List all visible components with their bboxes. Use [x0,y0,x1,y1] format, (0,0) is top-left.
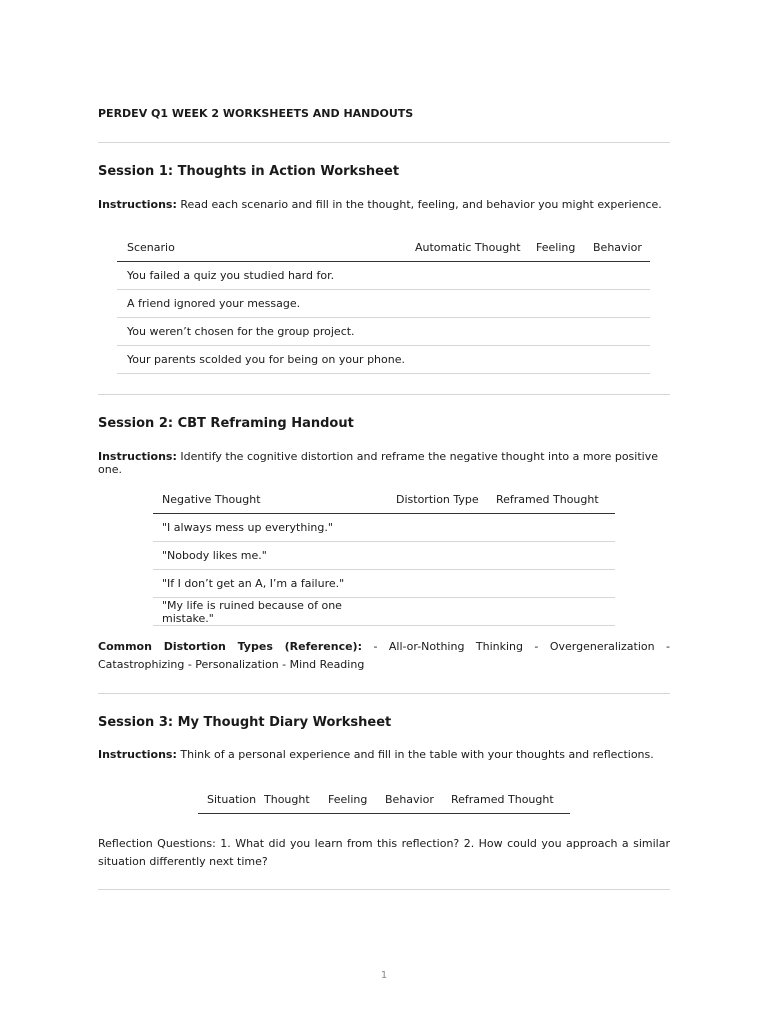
session3-instructions-text: Think of a personal experience and fill in the table with your thoughts and reflections. [180,748,654,761]
col-header-behavior: Behavior [385,785,451,814]
answer-cell[interactable] [396,598,496,626]
answer-cell[interactable] [496,542,615,570]
reflection-questions: Reflection Questions: 1. What did you learn from this reflection? 2. How could you approach a similar situation differently next time? [98,837,670,868]
distortion-reference [98,638,670,674]
document-title: PERDEV Q1 WEEK 2 WORKSHEETS AND HANDOUTS [98,107,414,120]
answer-cell[interactable] [415,318,536,346]
session2-instructions-text: Identify the cognitive distortion and reframe the negative thought into a more positive one. [98,450,658,476]
answer-cell[interactable] [593,318,650,346]
negative-thought-cell: "I always mess up everything." [153,514,396,542]
session3-instructions [98,748,654,761]
session3-title: Session 3: My Thought Diary Worksheet [98,715,392,730]
answer-cell[interactable] [593,346,650,374]
session2-instructions [98,450,670,476]
reference-label: Common Distortion Types (Reference): [98,640,362,653]
col-header-feeling: Feeling [536,233,593,262]
col-header-thought: Thought [264,785,328,814]
scenario-cell: You weren’t chosen for the group project. [117,318,415,346]
table-header-row [117,233,650,262]
scenario-cell: Your parents scolded you for being on your phone. [117,346,415,374]
answer-cell[interactable] [593,290,650,318]
instructions-label: Instructions: [98,198,177,211]
table-row [153,570,615,598]
session1-instructions [98,198,662,211]
col-header-behavior: Behavior [593,233,650,262]
table-row [117,290,650,318]
answer-cell[interactable] [536,262,593,290]
answer-cell[interactable] [536,318,593,346]
answer-cell[interactable] [396,542,496,570]
answer-cell[interactable] [496,570,615,598]
col-header-distortion-type: Distortion Type [396,485,496,514]
divider [98,142,670,143]
answer-cell[interactable] [593,262,650,290]
reference-text: - All-or-Nothing Thinking - Overgeneralization - Catastrophizing - Personalization - Mind Reading [98,640,670,671]
col-header-automatic-thought: Automatic Thought [415,233,536,262]
session2-title: Session 2: CBT Reframing Handout [98,416,354,431]
col-header-negative-thought: Negative Thought [153,485,396,514]
col-header-feeling: Feeling [328,785,385,814]
divider [98,693,670,694]
page-number: 1 [380,970,388,981]
answer-cell[interactable] [536,290,593,318]
col-header-situation: Situation [198,785,264,814]
table-header-row [198,785,570,814]
answer-cell[interactable] [496,514,615,542]
negative-thought-cell: "My life is ruined because of one mistake." [153,598,396,626]
col-header-reframed-thought: Reframed Thought [496,485,615,514]
answer-cell[interactable] [536,346,593,374]
table-row [153,598,615,626]
divider [98,889,670,890]
table-row [153,542,615,570]
table-row [117,262,650,290]
instructions-label: Instructions: [98,450,177,463]
answer-cell[interactable] [415,346,536,374]
scenario-cell: A friend ignored your message. [117,290,415,318]
scenario-cell: You failed a quiz you studied hard for. [117,262,415,290]
table-row [117,318,650,346]
table-row [117,346,650,374]
session1-instructions-text: Read each scenario and fill in the thought, feeling, and behavior you might experience. [180,198,662,211]
negative-thought-cell: "Nobody likes me." [153,542,396,570]
answer-cell[interactable] [396,514,496,542]
session1-table [117,233,650,374]
answer-cell[interactable] [415,290,536,318]
session2-table [153,485,615,626]
session3-table [198,785,570,814]
answer-cell[interactable] [415,262,536,290]
table-row [153,514,615,542]
instructions-label: Instructions: [98,748,177,761]
session1-title: Session 1: Thoughts in Action Worksheet [98,164,400,179]
divider [98,394,670,395]
col-header-reframed-thought: Reframed Thought [451,785,570,814]
answer-cell[interactable] [396,570,496,598]
col-header-scenario: Scenario [117,233,415,262]
table-header-row [153,485,615,514]
answer-cell[interactable] [496,598,615,626]
negative-thought-cell: "If I don’t get an A, I’m a failure." [153,570,396,598]
